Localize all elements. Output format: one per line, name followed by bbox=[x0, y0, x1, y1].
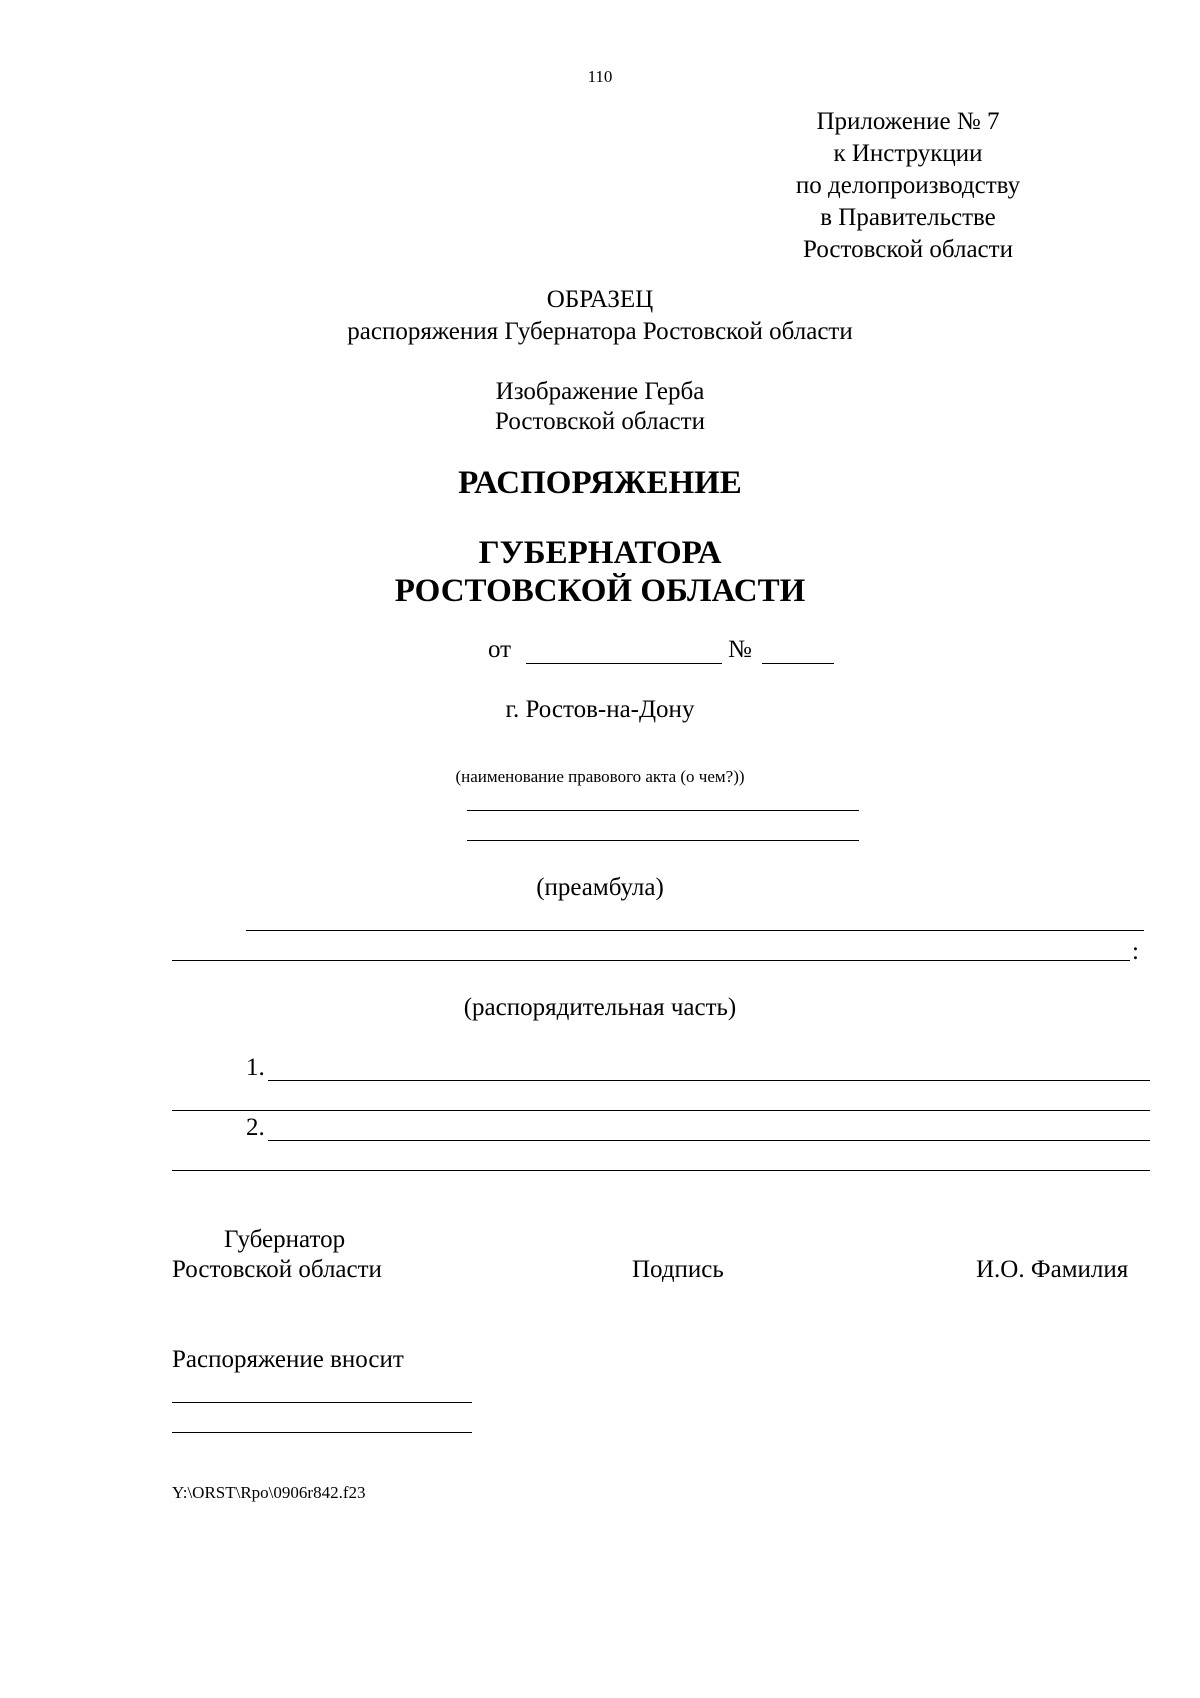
appendix-line: в Правительстве bbox=[820, 204, 996, 231]
issuer-line: ГУБЕРНАТОРА bbox=[478, 535, 722, 571]
coat-of-arms-line: Ростовской области bbox=[495, 408, 705, 435]
sample-label: ОБРАЗЕЦ bbox=[546, 286, 654, 313]
number-blank-line bbox=[762, 663, 834, 664]
signatory-name: И.О. Фамилия bbox=[976, 1256, 1129, 1283]
preamble-end-colon: : bbox=[1132, 938, 1139, 965]
coat-of-arms-line: Изображение Герба bbox=[495, 378, 705, 405]
sample-subtitle: распоряжения Губернатора Ростовской области bbox=[347, 318, 853, 345]
item-line bbox=[172, 1170, 1150, 1171]
item-line bbox=[268, 1080, 1150, 1081]
appendix-line: Приложение № 7 bbox=[816, 108, 1000, 135]
submitted-by-line bbox=[172, 1432, 472, 1433]
signatory-position: Ростовской области bbox=[172, 1256, 382, 1283]
item-line bbox=[172, 1110, 1150, 1111]
signatory-position: Губернатор bbox=[224, 1226, 346, 1253]
issuer-line: РОСТОВСКОЙ ОБЛАСТИ bbox=[394, 573, 806, 609]
appendix-line: по делопроизводству bbox=[795, 172, 1021, 199]
date-blank-line bbox=[526, 663, 722, 664]
signature-placeholder: Подпись bbox=[632, 1256, 724, 1283]
from-label: от bbox=[488, 636, 512, 663]
city: г. Ростов-на-Дону bbox=[505, 696, 695, 723]
item-number: 2. bbox=[246, 1114, 265, 1141]
page-number: 110 bbox=[587, 67, 613, 86]
number-label: № bbox=[728, 636, 752, 663]
submitted-by-line bbox=[172, 1402, 472, 1403]
operative-label: (распорядительная часть) bbox=[463, 994, 737, 1021]
item-line bbox=[268, 1140, 1150, 1141]
appendix-line: Ростовской области bbox=[803, 236, 1013, 263]
preamble-line bbox=[246, 930, 1144, 931]
act-name-line bbox=[467, 840, 859, 841]
act-name-hint: (наименование правового акта (о чем?)) bbox=[455, 767, 745, 786]
file-path: Y:\ORST\Rpo\0906r842.f23 bbox=[172, 1483, 366, 1502]
act-name-line bbox=[467, 810, 859, 811]
item-number: 1. bbox=[246, 1054, 265, 1081]
submitted-by-label: Распоряжение вносит bbox=[172, 1346, 404, 1373]
doc-type-title: РАСПОРЯЖЕНИЕ bbox=[458, 465, 742, 501]
preamble-line bbox=[172, 960, 1130, 961]
appendix-line: к Инструкции bbox=[833, 140, 983, 167]
appendix-block bbox=[768, 106, 1048, 266]
preamble-label: (преамбула) bbox=[536, 874, 664, 901]
